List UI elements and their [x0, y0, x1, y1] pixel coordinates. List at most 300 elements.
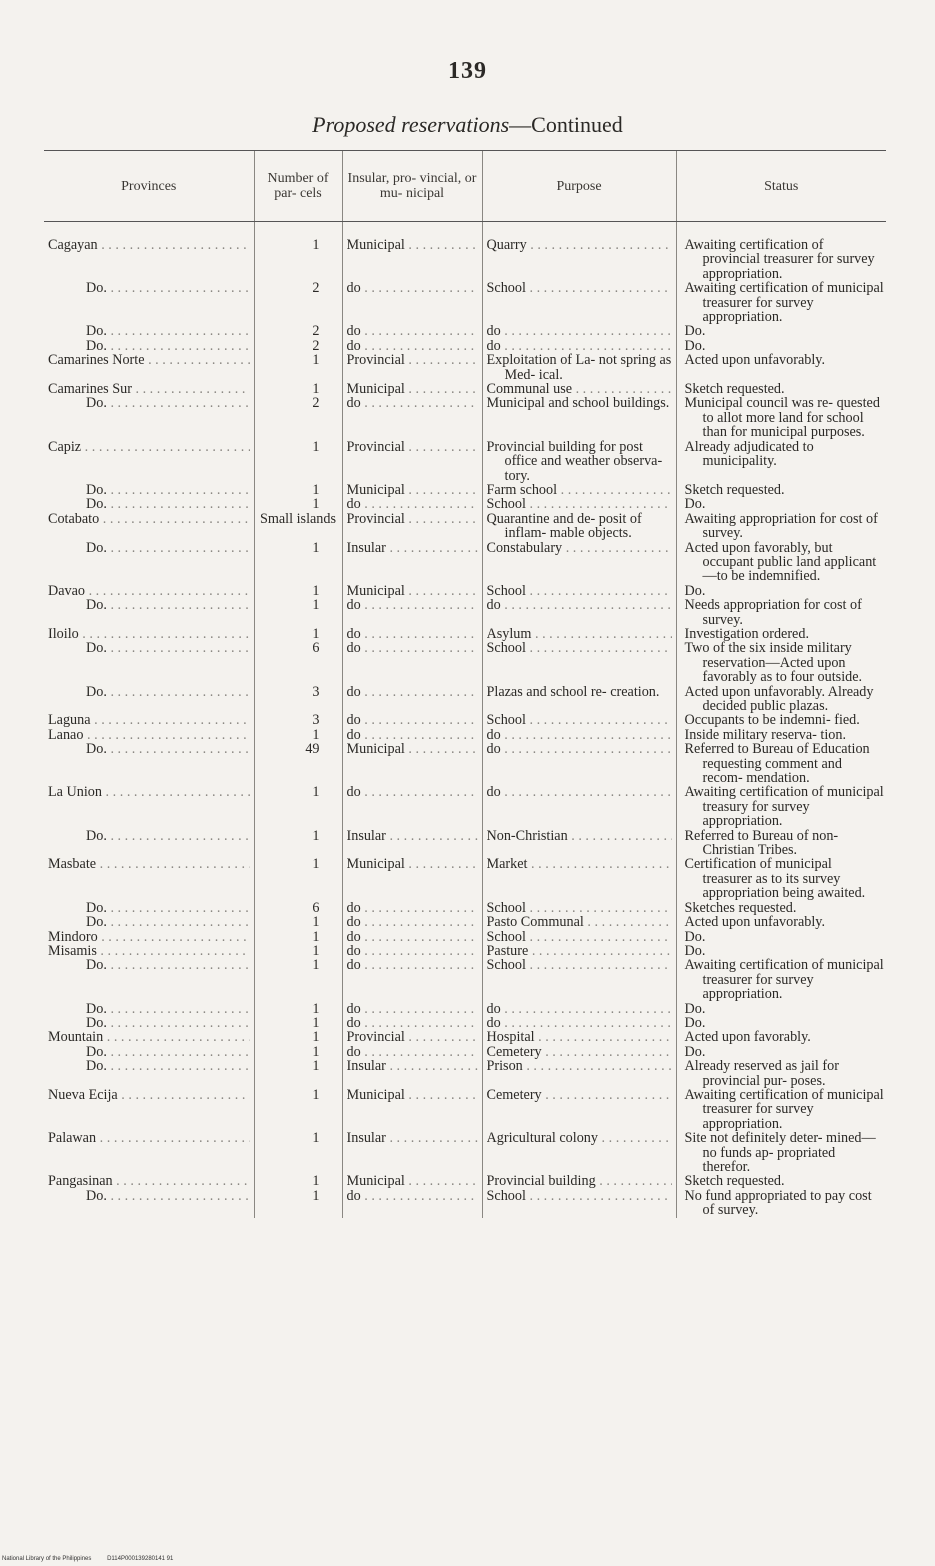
status-cell — [676, 483, 886, 497]
province-text: Do. . . . — [86, 685, 250, 699]
status-cell — [676, 713, 886, 727]
type-cell — [342, 1030, 482, 1044]
status-text: Referred to Bureau of non-Christian Tribes. — [684, 827, 839, 859]
purpose-text: Asylum . . . — [487, 627, 672, 641]
purpose-cell — [482, 915, 676, 929]
type-text: Provincial . . . — [347, 353, 478, 367]
parcels-cell — [254, 901, 342, 915]
type-cell — [342, 1016, 482, 1030]
purpose-text: Provincial building for post office and weather observa- tory. — [486, 438, 663, 484]
province-text: Mindoro . . . — [48, 930, 250, 944]
parcels-cell — [254, 728, 342, 742]
purpose-cell — [482, 1030, 676, 1044]
type-cell — [342, 598, 482, 627]
table-row — [44, 339, 886, 353]
type-cell — [342, 440, 482, 483]
parcels-cell — [254, 1016, 342, 1030]
type-cell — [342, 497, 482, 511]
parcels-cell — [254, 641, 342, 684]
purpose-cell — [482, 324, 676, 338]
parcels-cell — [254, 685, 342, 714]
parcels-text: 1 — [312, 784, 320, 801]
parcels-text: 1 — [312, 438, 320, 455]
header-number-of-parcels: Number of par- cels — [254, 151, 342, 222]
parcels-cell — [254, 1189, 342, 1218]
province-text: Misamis . . . — [48, 944, 250, 958]
purpose-cell — [482, 382, 676, 396]
province-cell — [44, 222, 254, 282]
purpose-text: do . . . — [487, 728, 672, 742]
table-row — [44, 930, 886, 944]
footer — [2, 1556, 187, 1562]
province-text: Mountain . . . — [48, 1030, 250, 1044]
type-text: Insular . . . — [347, 829, 478, 843]
parcels-cell — [254, 1002, 342, 1016]
purpose-cell — [482, 1059, 676, 1088]
type-text: do . . . — [347, 930, 478, 944]
province-cell — [44, 930, 254, 944]
parcels-cell — [254, 829, 342, 858]
status-cell — [676, 512, 886, 541]
province-text: Do. . . . — [86, 829, 250, 843]
purpose-cell — [482, 641, 676, 684]
type-text: Municipal . . . — [347, 857, 478, 871]
status-text: Sketches requested. — [684, 899, 797, 916]
province-text: Cagayan . . . — [48, 238, 250, 252]
status-text: Sketch requested. — [684, 1173, 785, 1190]
purpose-cell — [482, 829, 676, 858]
parcels-text: 1 — [312, 1086, 320, 1103]
province-text: La Union . . . — [48, 785, 250, 799]
status-cell — [676, 339, 886, 353]
parcels-text: 2 — [312, 323, 320, 340]
status-text: Already reserved as jail for provincial pur- poses. — [684, 1058, 839, 1089]
province-cell — [44, 829, 254, 858]
purpose-cell — [482, 339, 676, 353]
purpose-cell — [482, 222, 676, 282]
parcels-cell — [254, 627, 342, 641]
parcels-text: 1 — [312, 928, 320, 945]
province-cell — [44, 339, 254, 353]
province-cell — [44, 1174, 254, 1188]
parcels-text: 2 — [312, 395, 320, 412]
status-text: Awaiting certification of provincial treasurer for survey appropriation. — [684, 237, 875, 282]
type-text: do . . . — [347, 641, 478, 655]
table-row — [44, 222, 886, 282]
status-text: Awaiting certification of municipal treasury for survey appropriation. — [684, 784, 884, 830]
province-cell — [44, 483, 254, 497]
purpose-text: do . . . — [487, 785, 672, 799]
purpose-cell — [482, 1002, 676, 1016]
type-cell — [342, 829, 482, 858]
province-cell — [44, 541, 254, 584]
province-cell — [44, 382, 254, 396]
province-cell — [44, 1030, 254, 1044]
type-text: do . . . — [347, 1002, 478, 1016]
type-text: do . . . — [347, 324, 478, 338]
table-row — [44, 901, 886, 915]
province-text: Do. . . . — [86, 1002, 250, 1016]
header-provinces: Provinces — [44, 151, 254, 222]
parcels-text: 1 — [312, 957, 320, 974]
status-cell — [676, 1030, 886, 1044]
purpose-cell — [482, 483, 676, 497]
parcels-cell — [254, 541, 342, 584]
status-text: Awaiting certification of municipal treasurer for survey appropriation. — [684, 1086, 884, 1132]
status-text: Acted upon unfavorably. Already decided public plazas. — [684, 683, 874, 714]
parcels-cell — [254, 958, 342, 1001]
type-text: Insular . . . — [347, 1131, 478, 1145]
province-cell — [44, 281, 254, 324]
parcels-text: 1 — [312, 352, 320, 369]
purpose-cell — [482, 785, 676, 828]
status-text: Do. — [684, 1043, 706, 1060]
status-cell — [676, 324, 886, 338]
table-title-rest: —Continued — [509, 112, 623, 137]
parcels-cell — [254, 1059, 342, 1088]
status-cell — [676, 497, 886, 511]
table-row — [44, 627, 886, 641]
purpose-text: Exploitation of La- not spring as Med- ical. — [486, 352, 672, 383]
purpose-text: Cemetery . . . — [487, 1088, 672, 1102]
table-row — [44, 281, 886, 324]
table-row — [44, 396, 886, 439]
status-cell — [676, 944, 886, 958]
status-text: Referred to Bureau of Education requesting comment and recom- mendation. — [684, 741, 870, 787]
status-text: Already adjudicated to municipality. — [684, 438, 814, 470]
parcels-cell — [254, 915, 342, 929]
parcels-text: 3 — [312, 712, 320, 729]
parcels-cell — [254, 483, 342, 497]
type-text: do . . . — [347, 901, 478, 915]
type-cell — [342, 1174, 482, 1188]
province-cell — [44, 324, 254, 338]
header-insular-provincial-municipal: Insular, pro- vincial, or mu- nicipal — [342, 151, 482, 222]
parcels-cell — [254, 785, 342, 828]
type-text: do . . . — [347, 728, 478, 742]
purpose-cell — [482, 584, 676, 598]
table-row — [44, 728, 886, 742]
parcels-cell — [254, 930, 342, 944]
province-text: Do. . . . — [86, 396, 250, 410]
province-cell — [44, 584, 254, 598]
purpose-text: Communal use . . . — [487, 382, 672, 396]
type-text: Provincial . . . — [347, 512, 478, 526]
parcels-text: 1 — [312, 539, 320, 556]
province-text: Do. . . . — [86, 497, 250, 511]
table-row — [44, 1059, 886, 1088]
status-cell — [676, 641, 886, 684]
type-cell — [342, 396, 482, 439]
status-text: Awaiting certification of municipal treasurer for survey appropriation. — [684, 957, 884, 1003]
type-cell — [342, 742, 482, 785]
province-text: Camarines Sur . . . — [48, 382, 250, 396]
type-text: Municipal . . . — [347, 742, 478, 756]
type-cell — [342, 728, 482, 742]
parcels-cell — [254, 497, 342, 511]
province-text: Laguna . . . — [48, 713, 250, 727]
status-cell — [676, 829, 886, 858]
purpose-cell — [482, 1088, 676, 1131]
province-cell — [44, 944, 254, 958]
parcels-text: 1 — [312, 582, 320, 599]
status-text: Inside military reserva- tion. — [684, 726, 847, 743]
purpose-cell — [482, 958, 676, 1001]
purpose-text: School . . . — [487, 584, 672, 598]
type-cell — [342, 324, 482, 338]
purpose-text: Pasto Communal . . . — [487, 915, 672, 929]
type-cell — [342, 1088, 482, 1131]
parcels-text: 1 — [312, 914, 320, 931]
purpose-text: do . . . — [487, 324, 672, 338]
status-cell — [676, 785, 886, 828]
status-text: Do. — [684, 1014, 706, 1031]
type-text: do . . . — [347, 785, 478, 799]
status-cell — [676, 541, 886, 584]
type-cell — [342, 541, 482, 584]
parcels-cell — [254, 512, 342, 541]
type-cell — [342, 1059, 482, 1088]
table-title — [0, 112, 935, 138]
table-row — [44, 324, 886, 338]
table-row — [44, 1030, 886, 1044]
purpose-cell — [482, 930, 676, 944]
province-text: Masbate . . . — [48, 857, 250, 871]
type-text: do . . . — [347, 1189, 478, 1203]
type-text: Municipal . . . — [347, 382, 478, 396]
table-body — [44, 222, 886, 1218]
parcels-cell — [254, 1045, 342, 1059]
status-text: Awaiting certification of municipal treasurer for survey appropriation. — [684, 280, 884, 326]
province-text: Do. . . . — [86, 483, 250, 497]
purpose-cell — [482, 1131, 676, 1174]
parcels-cell — [254, 598, 342, 627]
status-cell — [676, 915, 886, 929]
province-text: Cotabato . . . — [48, 512, 250, 526]
purpose-cell — [482, 598, 676, 627]
purpose-text: Constabulary . . . — [487, 541, 672, 555]
purpose-cell — [482, 627, 676, 641]
table-row — [44, 685, 886, 714]
type-text: Municipal . . . — [347, 584, 478, 598]
table-row — [44, 382, 886, 396]
purpose-text: Quarry . . . — [487, 238, 672, 252]
status-text: Do. — [684, 942, 706, 959]
province-cell — [44, 353, 254, 382]
type-text: do . . . — [347, 685, 478, 699]
province-text: Do. . . . — [86, 742, 250, 756]
purpose-text: Cemetery . . . — [487, 1045, 672, 1059]
province-cell — [44, 742, 254, 785]
status-text: Occupants to be indemni- fied. — [684, 712, 860, 729]
status-text: Two of the six inside military reservation—Acted upon favorably as to four outside. — [684, 640, 863, 686]
purpose-cell — [482, 541, 676, 584]
parcels-text: 1 — [312, 597, 320, 614]
type-text: Municipal . . . — [347, 238, 478, 252]
purpose-text: School . . . — [487, 641, 672, 655]
purpose-cell — [482, 1016, 676, 1030]
type-cell — [342, 382, 482, 396]
purpose-cell — [482, 1045, 676, 1059]
province-cell — [44, 440, 254, 483]
parcels-text: 1 — [312, 1014, 320, 1031]
purpose-text: Pasture . . . — [487, 944, 672, 958]
status-text: Acted upon favorably. — [684, 1029, 811, 1046]
type-cell — [342, 483, 482, 497]
parcels-cell — [254, 324, 342, 338]
province-cell — [44, 512, 254, 541]
type-cell — [342, 915, 482, 929]
parcels-cell — [254, 857, 342, 900]
purpose-text: School . . . — [487, 901, 672, 915]
type-text: do . . . — [347, 915, 478, 929]
parcels-text: 1 — [312, 1173, 320, 1190]
status-cell — [676, 1131, 886, 1174]
type-cell — [342, 685, 482, 714]
province-cell — [44, 713, 254, 727]
status-cell — [676, 1088, 886, 1131]
parcels-text: 3 — [312, 683, 320, 700]
status-text: Needs appropriation for cost of survey. — [684, 597, 862, 628]
reservations-table-wrapper — [44, 150, 886, 1218]
table-row — [44, 1045, 886, 1059]
province-cell — [44, 1045, 254, 1059]
province-cell — [44, 1002, 254, 1016]
purpose-text: School . . . — [487, 930, 672, 944]
province-text: Do. . . . — [86, 915, 250, 929]
parcels-text: 1 — [312, 1029, 320, 1046]
type-text: do . . . — [347, 1016, 478, 1030]
parcels-cell — [254, 944, 342, 958]
province-text: Do. . . . — [86, 958, 250, 972]
province-cell — [44, 396, 254, 439]
province-cell — [44, 785, 254, 828]
province-text: Do. . . . — [86, 1016, 250, 1030]
type-text: Insular . . . — [347, 541, 478, 555]
table-row — [44, 353, 886, 382]
province-cell — [44, 685, 254, 714]
parcels-text: 6 — [312, 640, 320, 657]
type-cell — [342, 785, 482, 828]
status-cell — [676, 627, 886, 641]
purpose-text: Market . . . — [487, 857, 672, 871]
type-cell — [342, 339, 482, 353]
province-text: Pangasinan . . . — [48, 1174, 250, 1188]
parcels-text: 1 — [312, 625, 320, 642]
parcels-cell — [254, 742, 342, 785]
purpose-cell — [482, 497, 676, 511]
province-text: Lanao . . . — [48, 728, 250, 742]
parcels-text: 6 — [312, 899, 320, 916]
status-text: Acted upon favorably, but occupant public land applicant—to be indemnified. — [684, 539, 877, 585]
footer-library: National Library of the Philippines — [2, 1556, 92, 1562]
type-cell — [342, 901, 482, 915]
purpose-text: Farm school . . . — [487, 483, 672, 497]
purpose-text: do . . . — [487, 339, 672, 353]
parcels-text: 1 — [312, 1058, 320, 1075]
type-cell — [342, 222, 482, 282]
type-text: do . . . — [347, 944, 478, 958]
province-text: Capiz . . . — [48, 440, 250, 454]
province-text: Do. . . . — [86, 641, 250, 655]
status-text: Site not definitely deter- mined—no funds ap- propriated therefor. — [684, 1130, 876, 1175]
purpose-text: Quarantine and de- posit of inflam- mable objects. — [486, 510, 642, 542]
type-text: Provincial . . . — [347, 440, 478, 454]
province-cell — [44, 1088, 254, 1131]
purpose-text: School . . . — [487, 713, 672, 727]
parcels-text: 2 — [312, 337, 320, 354]
status-text: Sketch requested. — [684, 381, 785, 398]
purpose-cell — [482, 742, 676, 785]
type-text: do . . . — [347, 958, 478, 972]
purpose-cell — [482, 901, 676, 915]
status-text: Do. — [684, 1000, 706, 1017]
status-cell — [676, 1016, 886, 1030]
purpose-text: do . . . — [487, 1002, 672, 1016]
type-cell — [342, 1002, 482, 1016]
status-text: Do. — [684, 496, 706, 513]
parcels-cell — [254, 584, 342, 598]
type-text: do . . . — [347, 713, 478, 727]
parcels-cell — [254, 396, 342, 439]
purpose-cell — [482, 857, 676, 900]
province-cell — [44, 915, 254, 929]
type-cell — [342, 641, 482, 684]
footer-code: D114P000139280141 91 — [107, 1556, 174, 1562]
page-number: 139 — [448, 58, 487, 84]
purpose-cell — [482, 685, 676, 714]
purpose-text: Hospital . . . — [487, 1030, 672, 1044]
type-cell — [342, 1131, 482, 1174]
status-text: Acted upon unfavorably. — [684, 914, 826, 931]
status-cell — [676, 222, 886, 282]
status-cell — [676, 857, 886, 900]
status-text: Acted upon unfavorably. — [684, 352, 826, 369]
province-text: Iloilo . . . — [48, 627, 250, 641]
status-text: No fund appropriated to pay cost of survey. — [684, 1187, 872, 1219]
province-cell — [44, 1189, 254, 1218]
purpose-cell — [482, 944, 676, 958]
type-text: do . . . — [347, 627, 478, 641]
parcels-cell — [254, 1131, 342, 1174]
parcels-text: 1 — [312, 1043, 320, 1060]
parcels-cell — [254, 1174, 342, 1188]
type-cell — [342, 1045, 482, 1059]
type-cell — [342, 627, 482, 641]
status-cell — [676, 353, 886, 382]
purpose-text: do . . . — [487, 1016, 672, 1030]
header-purpose: Purpose — [482, 151, 676, 222]
status-cell — [676, 1059, 886, 1088]
parcels-text: 1 — [312, 856, 320, 873]
parcels-text: 2 — [312, 280, 320, 297]
table-row — [44, 1088, 886, 1131]
province-cell — [44, 901, 254, 915]
status-cell — [676, 685, 886, 714]
table-row — [44, 598, 886, 627]
status-cell — [676, 382, 886, 396]
parcels-cell — [254, 281, 342, 324]
parcels-cell — [254, 1088, 342, 1131]
type-cell — [342, 930, 482, 944]
province-cell — [44, 728, 254, 742]
parcels-text: 1 — [312, 827, 320, 844]
table-row — [44, 483, 886, 497]
status-text: Investigation ordered. — [684, 625, 809, 642]
type-cell — [342, 584, 482, 598]
type-text: do . . . — [347, 1045, 478, 1059]
status-text: Do. — [684, 928, 706, 945]
